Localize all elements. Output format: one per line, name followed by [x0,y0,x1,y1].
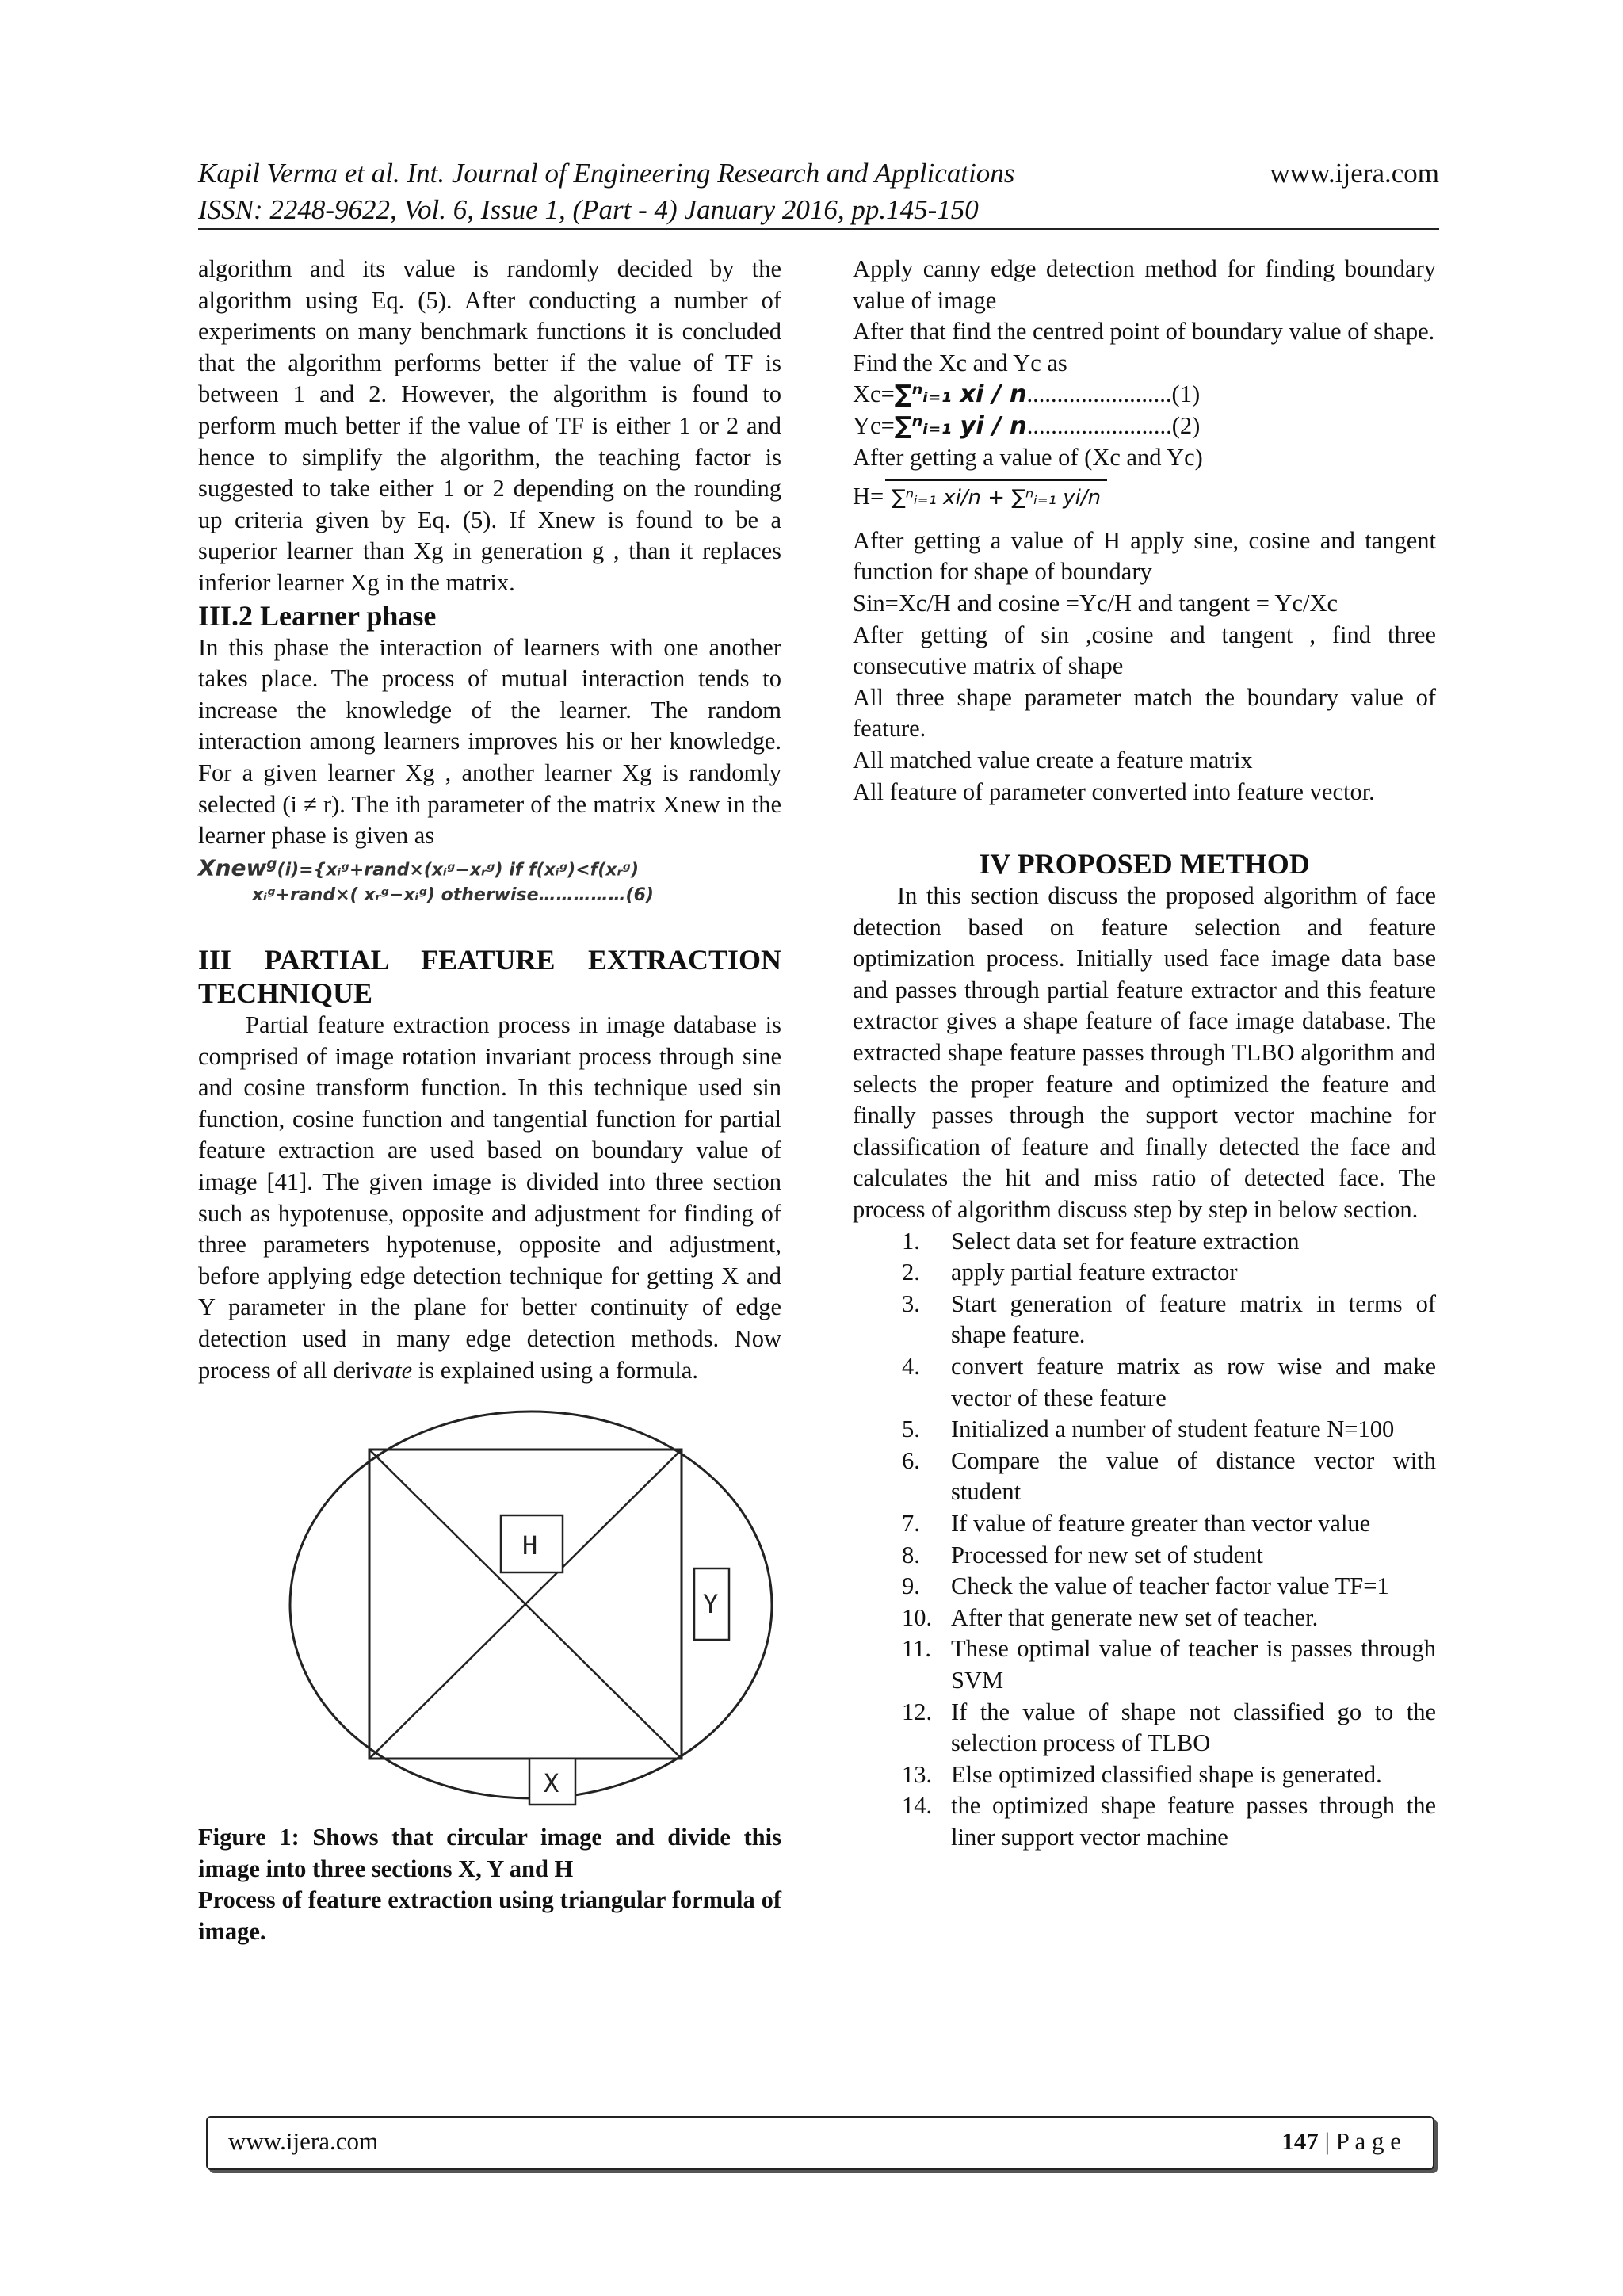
list-item [853,1697,1436,1759]
right-line-2: After that find the centred point of boundary value of shape. [853,318,1435,346]
footer-site-link[interactable]: www.ijera.com [228,2127,379,2155]
list-item [853,1603,1436,1634]
pfe-heading: III PARTIAL FEATURE EXTRACTION TECHNIQUE [198,944,781,1010]
step-num: 1. [902,1227,920,1255]
yc-sum: ∑ⁿᵢ₌₁ yi / n [894,411,1027,440]
step-text: apply partial feature extractor [951,1259,1238,1286]
list-item [853,1226,1436,1258]
step-num: 2. [902,1259,920,1286]
step-text: If the value of shape not classified go to the selection process of TLBO [951,1698,1436,1757]
step-text: Start generation of feature matrix in terms of shape feature. [951,1289,1436,1349]
step-num: 8. [902,1541,920,1568]
page-suffix: | P a g e [1318,2127,1401,2155]
step-text: Check the value of teacher factor value TF=1 [951,1572,1389,1600]
step-text: Compare the value of distance vector with student [951,1446,1436,1506]
list-item [853,1571,1436,1603]
h-sqrt: ∑ⁿᵢ₌₁ xi/n + ∑ⁿᵢ₌₁ yi/n [885,479,1107,516]
step-num: 6. [902,1446,920,1474]
step-text: After that generate new set of teacher. [951,1603,1319,1631]
step-text: Initialized a number of student feature N=100 [951,1415,1395,1443]
figure-1-diagram [198,1410,781,1806]
figure-1 [198,1410,781,1806]
eq6-line2: xᵢᵍ+rand×( xᵣᵍ−xᵢᵍ) otherwise……………(6) [252,885,654,906]
y-label: Y [703,1589,719,1620]
header-journal-line: Kapil Verma et al. Int. Journal of Engineering Research and Applications [198,158,1015,189]
xc-dots: ........................(1) [1026,380,1201,408]
left-column [198,254,781,1948]
right-line-3: Find the Xc and Yc as [853,349,1067,376]
learner-phase-paragraph: In this phase the interaction of learners with one another takes place. The process of mutual interaction tends to increase the knowledge of the learner. The random interaction among learners improves his or her knowledge. For a given learner Xg , another learner Xg is randomly selected (i ≠ r). The ith parameter of the matrix Xnew in the learner phase is given as [198,633,781,850]
learner-phase-heading: III.2 Learner phase [198,599,437,632]
list-item [853,1414,1436,1446]
right-line-9: All feature of parameter converted into feature vector. [853,777,1375,805]
figure-1-caption: Figure 1: Shows that circular image and divide this image into three sections X, Y and H [198,1824,781,1882]
eq6-lhs: Xnew [198,854,267,881]
h-label: H [522,1530,538,1561]
step-num: 12. [902,1698,933,1725]
running-header [198,155,1439,228]
step-text: If value of feature greater than vector value [951,1509,1371,1537]
eq-h [853,479,1436,516]
page-number: 147 [1281,2127,1319,2155]
step-text: convert feature matrix as row wise and make vector of these feature [951,1353,1436,1412]
right-line-1: Apply canny edge detection method for finding boundary value of image [853,255,1436,314]
header-issn-line: ISSN: 2248-9622, Vol. 6, Issue 1, (Part - 4) January 2016, pp.145-150 [198,194,979,225]
right-line-8: All matched value create a feature matrix [853,746,1253,774]
list-item [853,1790,1436,1853]
equation-6 [198,852,781,908]
yc-dots: ........................(2) [1026,411,1201,439]
right-column [853,254,1436,1854]
step-text: Else optimized classified shape is generated. [951,1760,1382,1788]
step-num: 5. [902,1415,920,1443]
step-num: 14. [902,1792,933,1820]
step-text: the optimized shape feature passes through the liner support vector machine [951,1792,1436,1851]
steps-list [853,1226,1436,1854]
eq-yc [853,411,1436,442]
header-rule [198,228,1439,230]
list-item [853,1759,1436,1791]
xc-sum: ∑ⁿᵢ₌₁ xi / n [894,380,1027,409]
eq6-line1: (i)={xᵢᵍ+rand×(xᵢᵍ−xᵣᵍ) if f(xᵢᵍ)<f(xᵣᵍ) [277,860,639,881]
step-num: 13. [902,1760,933,1788]
eq-xc [853,379,1436,411]
list-item [853,1633,1436,1696]
right-line-7: All three shape parameter match the boundary value of feature. [853,683,1436,743]
pfe-paragraph [198,1010,781,1386]
step-text: Processed for new set of student [951,1541,1263,1568]
step-num: 4. [902,1353,920,1380]
intro-paragraph: algorithm and its value is randomly decided by the algorithm using Eq. (5). After conducting a number of experiments on many benchmark functions it is concluded that the algorithm performs better if the value of TF is between 1 and 2. However, the algorithm is found to perform much better if the value of TF is either 1 or 2 and hence to simplify the algorithm, the teaching factor is suggested to take either 1 or 2 depending on the rounding up criteria given by Eq. (5). If Xnew is found to be a superior learner than Xg in generation g , than it replaces inferior learner Xg in the matrix. [198,255,781,596]
header-site-link[interactable]: www.ijera.com [1270,158,1439,189]
pfe-text: Partial feature extraction process in image database is comprised of image rotation invariant process through sine and cosine transform function. In this technique used sin function, cosine function and tangential function for partial feature extraction are used based on boundary value of image [41]. The given image is divided into three section such as hypotenuse, opposite and adjustment for finding of three parameters hypotenuse, opposite and adjustment, before applying edge detection technique for getting X and Y parameter in the plane for better continuity of edge detection used in many edge detection methods. Now process of all deriv [198,1011,781,1384]
list-item [853,1289,1436,1351]
step-text: Select data set for feature extraction [951,1227,1300,1255]
list-item [853,1540,1436,1572]
figure-1-caption-2: Process of feature extraction using triangular formula of image. [198,1886,781,1945]
list-item [853,1508,1436,1540]
xc-label: Xc= [853,380,895,408]
list-item [853,1351,1436,1414]
step-num: 11. [902,1635,931,1663]
list-item [853,1446,1436,1508]
eq6-sup: g [266,855,277,873]
step-num: 9. [902,1572,920,1600]
right-line-6: After getting of sin ,cosine and tangent , find three consecutive matrix of shape [853,621,1436,680]
page-footer [206,2116,1434,2170]
right-line-5: Sin=Xc/H and cosine =Yc/H and tangent = Yc/Xc [853,589,1338,617]
h-eq-label: H= [853,483,884,510]
list-item [853,1257,1436,1289]
proposed-method-heading: IV PROPOSED METHOD [979,848,1310,881]
step-num: 7. [902,1509,920,1537]
proposed-method-paragraph: In this section discuss the proposed algorithm of face detection based on feature selection and feature optimization process. Initially used face image data base and passes through partial feature extractor and this feature extractor gives a shape feature of face image database. The extracted shape feature passes through TLBO algorithm and selects the proper feature and optimized the feature and finally passes through the support vector machine for classification of feature and finally detected the face and calculates the hit and miss ratio of detected face. The process of algorithm discuss step by step in below section. [853,882,1436,1224]
pfe-text-italic: ate [382,1356,413,1384]
x-label: X [544,1768,559,1799]
step-num: 10. [902,1603,933,1631]
after-value-line: After getting a value of (Xc and Yc) [853,443,1203,471]
footer-page-label [1281,2127,1401,2156]
pfe-text-end: is explained using a formula. [418,1356,699,1384]
yc-label: Yc= [853,411,895,439]
step-text: These optimal value of teacher is passes through SVM [951,1635,1436,1694]
step-num: 3. [902,1289,920,1317]
right-line-4: After getting a value of H apply sine, cosine and tangent function for shape of boundary [853,526,1436,586]
